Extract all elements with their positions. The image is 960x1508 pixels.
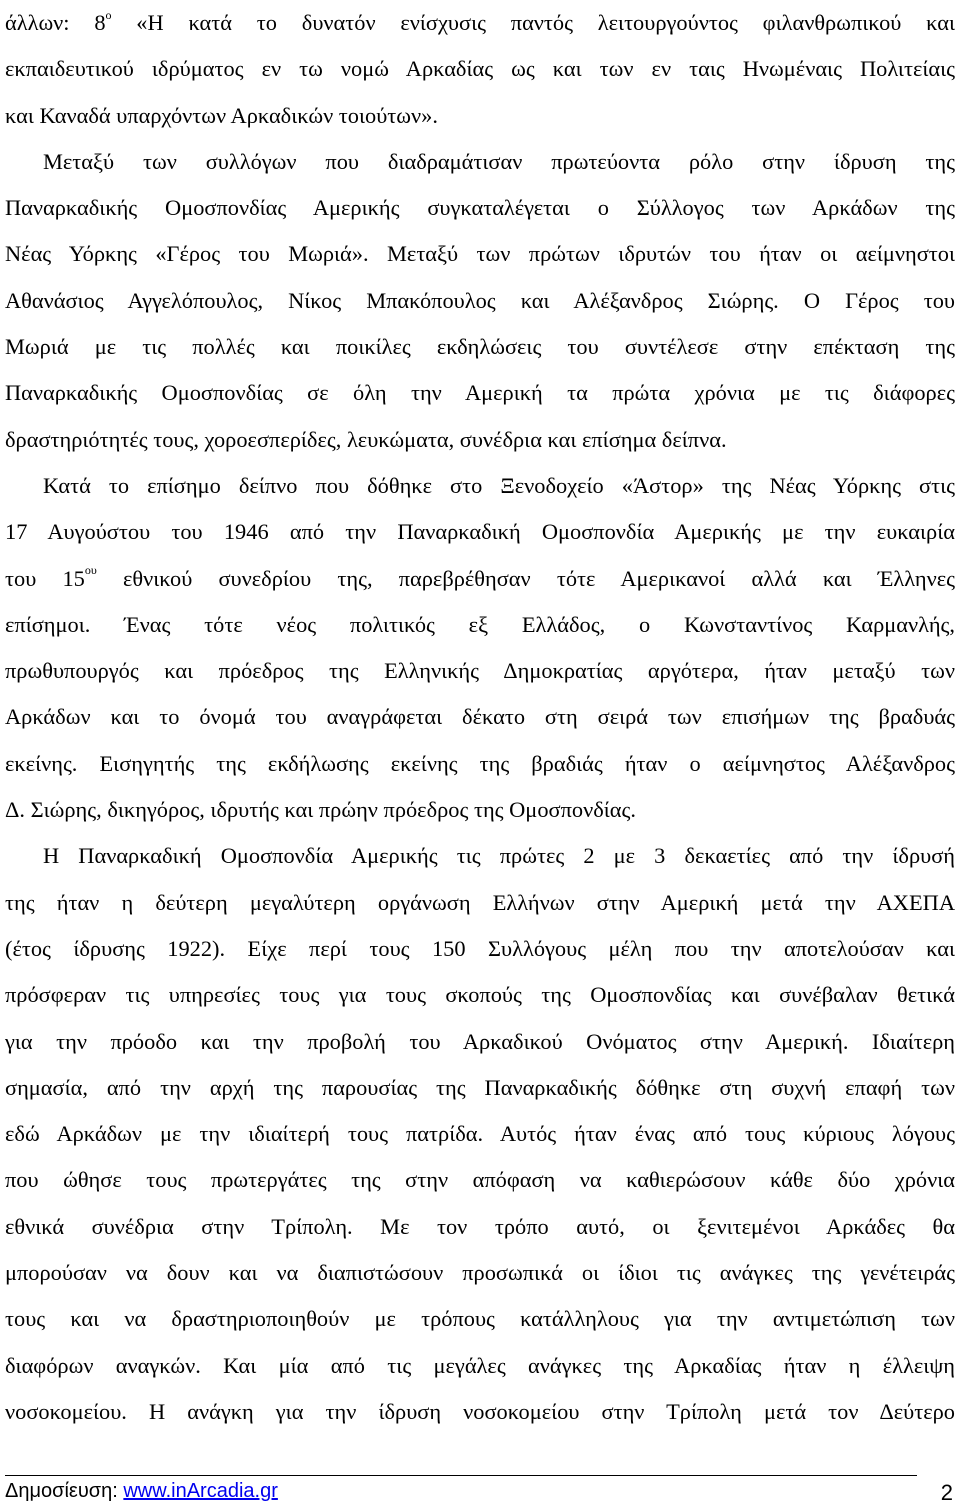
superscript: ο: [105, 7, 112, 22]
text-line: [5, 556, 955, 602]
text-segment: εθνικού συνεδρίου της, παρεβρέθησαν τότε Αμερικανοί αλλά και Έλληνες: [96, 565, 955, 591]
text-line: Μεταξύ των συλλόγων που διαδραμάτισαν πρωτεύοντα ρόλο στην ίδρυση της: [43, 148, 955, 174]
footer-label: Δημοσίευση:: [5, 1480, 124, 1502]
text-line: πρόσφεραν τις υπηρεσίες τους για τους σκοπούς της Ομοσπονδίας και συνέβαλαν θετικά: [5, 982, 955, 1008]
text-line: εκείνης. Εισηγητής της εκδήλωσης εκείνης της βραδιάς ήταν ο αείμνηστος Αλέξανδρος: [5, 750, 955, 776]
text-line: εκπαιδευτικού ιδρύματος εν τω νομώ Αρκαδίας ως και των εν ταις Ηνωμέναις Πολιτείαις: [5, 56, 955, 82]
text-segment: άλλων: 8: [5, 10, 106, 35]
text-line: Δ. Σιώρης, δικηγόρος, ιδρυτής και πρώην πρόεδρος της Ομοσπονδίας.: [5, 797, 636, 823]
text-line: Νέας Υόρκης «Γέρος του Μωριά». Μεταξύ των πρώτων ιδρυτών του ήταν οι αείμνηστοι: [5, 241, 955, 267]
page-footer: [5, 1480, 955, 1506]
superscript: ου: [84, 563, 97, 578]
text-line: Αθανάσιος Αγγελόπουλος, Νίκος Μπακόπουλος και Αλέξανδρος Σιώρης. Ο Γέρος του: [5, 287, 955, 313]
text-line: Παναρκαδικής Ομοσπονδίας σε όλη την Αμερική τα πρώτα χρόνια με τις διάφορες: [5, 380, 955, 406]
text-line: πρωθυπουργός και πρόεδρος της Ελληνικής Δημοκρατίας αργότερα, ήταν μεταξύ των: [5, 658, 955, 684]
text-line: τους και να δραστηριοποιηθούν με τρόπους κατάλληλους για την αντιμετώπιση των: [5, 1306, 955, 1332]
text-line: δραστηριότητές τους, χοροεσπερίδες, λευκώματα, συνέδρια και επίσημα δείπνα.: [5, 426, 727, 452]
text-line: εθνικά συνέδρια στην Τρίπολη. Με τον τρόπο αυτό, οι ξενιτεμένοι Αρκάδες θα: [5, 1213, 955, 1239]
footer-divider: [5, 1475, 917, 1476]
page-number: 2: [940, 1480, 953, 1505]
text-line: σημασία, από την αρχή της παρουσίας της Παναρκαδικής δόθηκε στη συχνή επαφή των: [5, 1074, 955, 1100]
text-line: Η Παναρκαδική Ομοσπονδία Αμερικής τις πρώτες 2 με 3 δεκαετίες από την ίδρυσή: [43, 843, 955, 869]
text-line: (έτος ίδρυσης 1922). Είχε περί τους 150 Συλλόγους μέλη που την αποτελούσαν και: [5, 935, 955, 961]
text-line: [5, 0, 955, 46]
text-line: της ήταν η δεύτερη μεγαλύτερη οργάνωση Ελλήνων στην Αμερική μετά την ΑΧΕΠΑ: [5, 889, 955, 915]
text-line: για την πρόοδο και την προβολή του Αρκαδικού Ονόματος στην Αμερική. Ιδιαίτερη: [5, 1028, 955, 1054]
text-line: Αρκάδων και το όνομά του αναγράφεται δέκατο στη σειρά των επισήμων της βραδυάς: [5, 704, 955, 730]
document-body: [5, 0, 955, 1435]
text-line: Παναρκαδικής Ομοσπονδίας Αμερικής συγκαταλέγεται ο Σύλλογος των Αρκάδων της: [5, 195, 955, 221]
text-line: Μωριά με τις πολλές και ποικίλες εκδηλώσεις του συντέλεσε στην επέκταση της: [5, 334, 955, 360]
text-line: εδώ Αρκάδων με την ιδιαίτερή τους πατρίδα. Αυτός ήταν ένας από τους κύριους λόγους: [5, 1121, 955, 1147]
text-line: νοσοκομείου. Η ανάγκη για την ίδρυση νοσοκομείου στην Τρίπολη μετά τον Δεύτερο: [5, 1398, 955, 1424]
text-line: διαφόρων αναγκών. Και μία από τις μεγάλες ανάγκες της Αρκαδίας ήταν η έλλειψη: [5, 1352, 955, 1378]
footer-link[interactable]: www.inArcadia.gr: [123, 1480, 278, 1502]
text-line: Κατά το επίσημο δείπνο που δόθηκε στο Ξενοδοχείο «Άστορ» της Νέας Υόρκης στις: [43, 472, 955, 498]
text-line: 17 Αυγούστου του 1946 από την Παναρκαδική Ομοσπονδία Αμερικής με την ευκαιρία: [5, 519, 955, 545]
text-line: επίσημοι. Ένας τότε νέος πολιτικός εξ Ελλάδος, ο Κωνσταντίνος Καρμανλής,: [5, 611, 955, 637]
text-line: και Καναδά υπαρχόντων Αρκαδικών τοιούτων».: [5, 102, 438, 128]
text-segment: «Η κατά το δυνατόν ενίσχυσις παντός λειτουργούντος φιλανθρωπικού και: [111, 10, 955, 35]
text-line: που ώθησε τους πρωτεργάτες της στην απόφαση να καθιερώσουν κάθε δύο χρόνια: [5, 1167, 955, 1193]
text-segment: του 15: [5, 565, 85, 591]
text-line: μπορούσαν να δουν και να διαπιστώσουν προσωπικά οι ίδιοι τις ανάγκες της γενέτειράς: [5, 1260, 955, 1286]
